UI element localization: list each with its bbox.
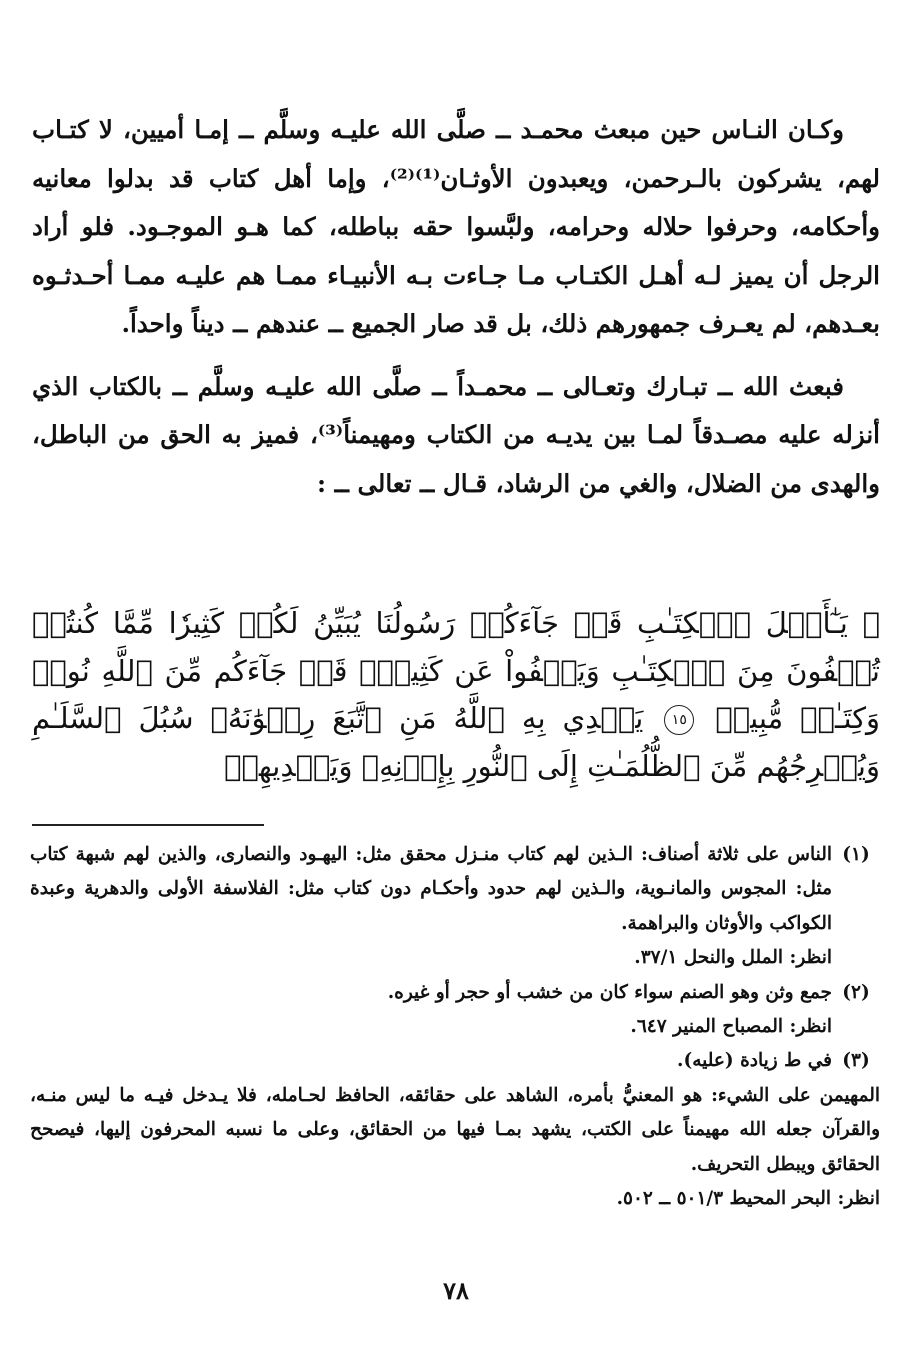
footnote-1 [30,838,880,976]
paragraph-2: فبعث الله ــ تبـارك وتعـالى ــ محمـداً ــ صلَّى الله عليـه وسلَّم ــ بالكتاب الذي أنزله عليه مصـدقاً لمـا بين يديـه من الكتاب ومهيمناً⁽³⁾، فميز به الحق من الباطل، والهدى من الضلال، والغي من الرشاد، قـال ــ تعالى ــ : [32,371,880,498]
footnote-text: في ط زيادة (عليه). [677,1050,832,1072]
footnote-separator [32,824,264,826]
footnote-text: جمع وثن وهو الصنم سواء كان من خشب أو حجر أو غيره. [387,981,832,1003]
quran-verse-block [32,600,880,790]
quran-verse-text-a: ﴿ يَـٰٓأَهۡلَ ٱلۡكِتَـٰبِ قَدۡ جَآءَكُمۡ رَسُولُنَا يُبَيِّنُ لَكُمۡ كَثِيرٗا مِّمَّا كُنتُمۡ تُخۡفُونَ مِنَ ٱلۡكِتَـٰبِ وَيَعۡفُواْ عَن كَثِيرٖۚ قَدۡ جَآءَكُم مِّنَ ٱللَّهِ نُورٞ وَكِتَـٰبٞ مُّبِينٞ [32,606,881,735]
footnote-reference: انظر: المصباح المنير ٦٤٧. [630,1016,832,1038]
book-page [32,0,880,1357]
footnote-3 [30,1044,880,1078]
footnote-number: (٣) [842,1050,870,1072]
main-text [32,106,880,508]
paragraph-1: وكـان النـاس حين مبعث محمـد ــ صلَّى الله عليـه وسلَّم ــ إمـا أميين، لا كتـاب لهم، يشركون بالـرحمن، ويعبدون الأوثـان⁽¹⁾⁽²⁾، وإما أهل كتاب قد بدلوا معانيه وأحكامه، وحرفوا حلاله وحرامه، ولبَّسوا حقه بباطله، كما هـو الموجـود. فلو أراد الرجل أن يميز لـه أهـل الكتـاب مـا جـاءت بـه الأنبيـاء ممـا هم عليـه ممـا أحـدثـوه بعـدهم، لم يعـرف جمهورهم ذلك، بل قد صار الجميع ــ عندهم ــ ديناً واحداً. [32,115,880,338]
quran-verse-text-b: يَهۡدِي بِهِ ٱللَّهُ مَنِ ٱتَّبَعَ رِضۡوَٰنَهُۥ سُبُلَ ٱلسَّلَـٰمِ وَيُخۡرِجُهُم مِّنَ ٱلظُّلُمَـٰتِ إِلَى ٱلنُّورِ بِإِذۡنِهِۦ وَيَهۡدِيهِمۡ [32,701,880,783]
footnote-number: (١) [842,844,870,865]
footnote-reference: انظر: الملل والنحل ٣٧/١. [634,947,832,969]
footnotes [30,838,880,1216]
ayah-number-marker: ١٥ [664,705,694,735]
footnote-3-continuation: المهيمن على الشيء: هو المعنيُّ بأمره، الشاهد على حقائقه، الحافظ لحـامله، فلا يـدخل فيـه ما ليس منـه، والقرآن جعله الله مهيمناً على الكتب، يشهد بمـا فيها من الحقائق، وعلى ما نسبه المحرفون إليها، فيصحح الحقائق ويبطل التحريف. [30,1084,880,1175]
footnote-number: (٢) [842,981,870,1003]
footnote-2 [30,976,880,1045]
footnote-3-reference: انظر: البحر المحيط ٥٠١/٣ ــ ٥٠٢. [616,1188,880,1210]
footnote-text: الناس على ثلاثة أصناف: الـذين لهم كتاب منـزل محقق مثل: اليهـود والنصارى، والذين لهم شبهة كتاب مثل: المجوس والمانـوية، والـذين لهم حدود وأحكـام دون كتاب مثل: الفلاسفة الأولى والدهرية وعبدة الكواكب والأوثان والبراهمة. [30,844,832,934]
page-number: ٧٨ [443,1276,469,1305]
